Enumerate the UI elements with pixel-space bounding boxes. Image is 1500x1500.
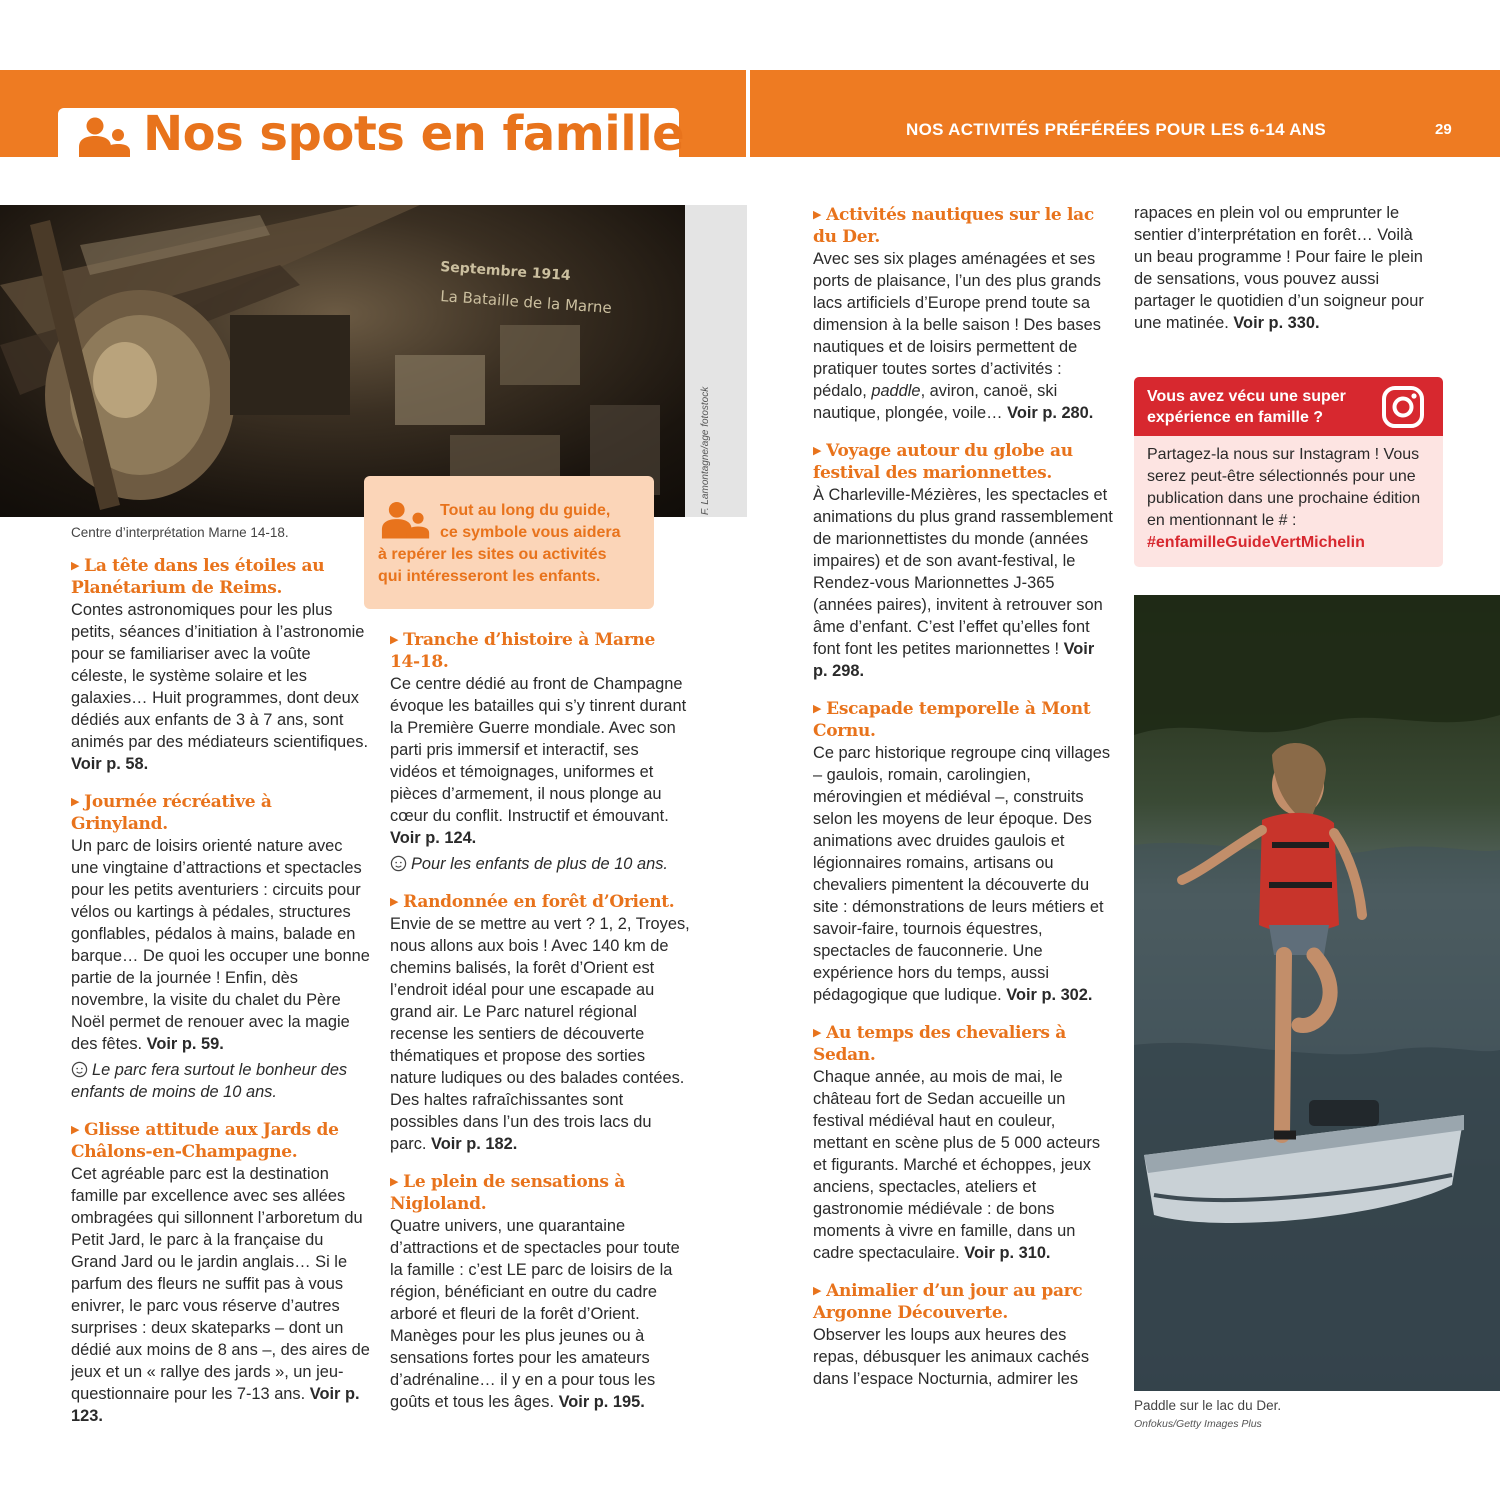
activity-entry	[390, 629, 690, 875]
instagram-callout	[1134, 377, 1443, 567]
activity-entry	[71, 555, 371, 775]
entry-title: Au temps des chevaliers à Sedan.	[813, 1023, 1066, 1065]
activity-entry	[390, 891, 690, 1155]
page-title: Nos spots en famille	[143, 106, 685, 162]
child-face-icon	[390, 855, 407, 872]
entry-body-continued: , aviron, canoë, ski nautique, plongée, voile…	[813, 382, 1058, 422]
section-subtitle: NOS ACTIVITÉS PRÉFÉRÉES POUR LES 6-14 ANS	[906, 120, 1327, 139]
entry-body: Envie de se mettre au vert ? 1, 2, Troyes, nous allons aux bois ! Avec 140 km de chemins balisés, la forêt d’Orient est l’endroit idéal pour une escapade au grand air. Le Parc naturel régional recense les sentiers de découverte thématiques et propose des sorties nature ludiques ou des balades contées. Des haltes rafraîchissantes sont possibles dans l’un des trois lacs du parc.	[390, 915, 690, 1153]
entry-title: La tête dans les étoiles au Planétarium de Reims.	[71, 556, 325, 598]
photo-credit-strip	[685, 205, 747, 517]
page-reference: Voir p. 195.	[558, 1393, 645, 1411]
arrow-icon: ▶	[71, 559, 80, 572]
page-reference: Voir p. 310.	[964, 1244, 1051, 1262]
entry-heading	[813, 440, 1113, 484]
paddle-photo-credit: Onfokus/Getty Images Plus	[1134, 1418, 1262, 1430]
symbol-text-line: ce symbole vous aidera	[440, 524, 621, 541]
arrow-icon: ▶	[390, 633, 399, 646]
paddle-photo-scene	[1134, 595, 1500, 1391]
arrow-icon: ▶	[390, 1175, 399, 1188]
instagram-callout-header	[1134, 377, 1443, 436]
column-4	[1134, 202, 1434, 334]
entry-title: Activités nautiques sur le lac du Der.	[813, 205, 1094, 247]
entry-body: Quatre univers, une quarantaine d’attractions et de spectacles pour toute la famille : c’est LE parc de loisirs de la région, bénéficiant en outre du cadre arboré et fleuri de la forêt d’Orient. Manèges pour les plus jeunes ou à sensations fortes pour les amateurs d’adrénaline… il y en a pour tous les goûts et tous les âges.	[390, 1217, 680, 1411]
age-note	[390, 853, 690, 875]
museum-wall-text-2: La Bataille de la Marne	[439, 287, 613, 317]
entry-heading	[71, 791, 371, 835]
activity-entry	[813, 204, 1113, 424]
symbol-text-line: qui intéresseront les enfants.	[378, 568, 601, 585]
museum-photo	[0, 205, 747, 517]
paddle-photo	[1134, 595, 1500, 1391]
symbol-text-line: à repérer les sites ou activités	[378, 546, 607, 563]
entry-title: Glisse attitude aux Jards de Châlons-en-Champagne.	[71, 1120, 339, 1162]
entry-heading	[813, 204, 1113, 248]
arrow-icon: ▶	[813, 444, 822, 457]
entry-body: Ce centre dédié au front de Champagne évoque les batailles qui s’y tinrent durant la Première Guerre mondiale. Avec son parti pris immersif et interactif, ses vidéos et témoignages, uniformes et pièces d’armement, il nous plonge au cœur du conflit. Instructif et émouvant.	[390, 675, 687, 825]
entry-title: Le plein de sensations à Nigloland.	[390, 1172, 626, 1214]
entry-body: Un parc de loisirs orienté nature avec une vingtaine d’attractions et spectacles pour les petits aventuriers : circuits pour vélos ou kartings à pédales, structures gonflables, pédalos à mains, balade en barque… De quoi les occuper une bonne partie de la journée ! Enfin, dès novembre, la visite du chalet du Père Noël permet de renouer avec la magie des fêtes.	[71, 837, 370, 1053]
instagram-callout-body	[1147, 444, 1439, 554]
page-reference: Voir p. 182.	[431, 1135, 518, 1153]
note-text: Le parc fera surtout le bonheur des enfants de moins de 10 ans.	[71, 1061, 348, 1101]
entry-heading	[390, 891, 690, 913]
museum-photo-scene	[0, 205, 747, 517]
entry-heading	[390, 1171, 690, 1215]
activity-entry	[813, 1280, 1113, 1390]
family-icon	[78, 116, 132, 158]
arrow-icon: ▶	[813, 702, 822, 715]
page-reference: Voir p. 330.	[1233, 314, 1320, 332]
entry-title: Journée récréative à Grinyland.	[71, 792, 272, 834]
age-note	[71, 1059, 371, 1103]
museum-photo-caption: Centre d’interprétation Marne 14-18.	[71, 525, 289, 540]
note-text: Pour les enfants de plus de 10 ans.	[411, 855, 668, 873]
entry-heading	[813, 1280, 1113, 1324]
instagram-icon	[1380, 384, 1426, 430]
child-face-icon	[71, 1061, 88, 1078]
page-reference: Voir p. 59.	[146, 1035, 224, 1053]
entry-body: Observer les loups aux heures des repas, débusquer les animaux cachés dans l’espace Nocturnia, admirer les	[813, 1326, 1090, 1388]
entry-heading	[71, 1119, 371, 1163]
entry-title: Escapade temporelle à Mont Cornu.	[813, 699, 1091, 741]
arrow-icon: ▶	[71, 795, 80, 808]
header-band-right	[750, 70, 1500, 157]
column-1	[71, 555, 371, 1443]
arrow-icon: ▶	[813, 1026, 822, 1039]
page-reference: Voir p. 123.	[71, 1385, 360, 1425]
entry-title: Tranche d’histoire à Marne 14-18.	[390, 630, 655, 672]
symbol-explanation-text	[378, 500, 648, 588]
entry-body: Cet agréable parc est la destination famille par excellence avec ses allées ombragées qui sillonnent l’arboretum du Petit Jard, le parc à la française du Grand Jard ou le jardin anglais… Si le parfum des fleurs ne suffit pas à vous enivrer, le parc vous réserve d’autres surprises : deux skateparks – dont un dédié aux moins de 8 ans –, des aires de jeux et un « rallye des jards », un jeu-questionnaire pour les 7-13 ans.	[71, 1165, 370, 1403]
page-reference: Voir p. 298.	[813, 640, 1095, 680]
symbol-text-line: Tout au long du guide,	[440, 502, 611, 519]
arrow-icon: ▶	[813, 208, 822, 221]
page-number: 29	[1435, 121, 1452, 138]
paddle-photo-caption: Paddle sur le lac du Der.	[1134, 1398, 1282, 1413]
arrow-icon: ▶	[390, 895, 399, 908]
instagram-callout-title: Vous avez vécu une super expérience en famille ?	[1147, 388, 1346, 426]
entry-heading	[813, 698, 1113, 742]
instagram-hashtag: #enfamilleGuideVertMichelin	[1147, 534, 1365, 551]
page-reference: Voir p. 280.	[1007, 404, 1094, 422]
activity-entry	[813, 440, 1113, 682]
museum-photo-credit: F. Lamontagne/age fotostock	[700, 386, 711, 515]
entry-title: Randonnée en forêt d’Orient.	[403, 892, 675, 912]
page-reference: Voir p. 302.	[1006, 986, 1093, 1004]
entry-body: Contes astronomiques pour les plus petits, séances d’initiation à l’astronomie pour se familiariser avec la voûte céleste, le système solaire et les galaxies… Huit programmes, dont deux dédiés aux enfants de 3 à 7 ans, sont animés par des médiateurs scientifiques.	[71, 601, 369, 751]
entry-title: Voyage autour du globe au festival des marionnettes.	[813, 441, 1073, 483]
column-3	[813, 204, 1113, 1406]
entry-heading	[813, 1022, 1113, 1066]
arrow-icon: ▶	[813, 1284, 822, 1297]
activity-entry	[390, 1171, 690, 1413]
arrow-icon: ▶	[71, 1123, 80, 1136]
entry-body: À Charleville-Mézières, les spectacles et animations du plus grand rassemblement de marionnettistes du monde (années impaires) et de son avant-festival, le Rendez-vous Marionnettes J-365 (années paires), invitent à retrouver son âme d’enfant. C’est l’effet qu’elles font font font les petites marionnettes !	[813, 486, 1113, 658]
column-2	[390, 629, 690, 1429]
entry-heading	[71, 555, 371, 599]
entry-body-emphasis: paddle	[871, 382, 921, 400]
instagram-body-text: Partagez-la nous sur Instagram ! Vous serez peut-être sélectionnés pour une publication dans une prochaine édition en mentionnant le # :	[1147, 446, 1421, 529]
activity-entry	[71, 791, 371, 1103]
entry-body: Chaque année, au mois de mai, le château fort de Sedan accueille un festival médiéval haut en couleur, mettant en scène plus de 5 000 acteurs et figurants. Marché et échoppes, jeux anciens, spectacles, ateliers et gastronomie médiévale : de bons moments à vivre en famille, dans un cadre spectaculaire.	[813, 1068, 1101, 1262]
activity-entry	[813, 1022, 1113, 1264]
entry-heading	[390, 629, 690, 673]
page-reference: Voir p. 124.	[390, 829, 477, 847]
entry-title: Animalier d’un jour au parc Argonne Découverte.	[813, 1281, 1083, 1323]
activity-entry	[71, 1119, 371, 1427]
activity-entry	[813, 698, 1113, 1006]
page-gutter	[746, 70, 750, 157]
entry-body-continued: rapaces en plein vol ou emprunter le sentier d’interprétation en forêt… Voilà un beau programme ! Pour faire le plein de sensations, vous pouvez aussi partager le quotidien d’un soigneur pour une matinée.	[1134, 204, 1424, 332]
museum-wall-text-1: Septembre 1914	[439, 259, 572, 285]
page-reference: Voir p. 58.	[71, 755, 149, 773]
entry-body: Ce parc historique regroupe cinq villages – gaulois, romain, carolingien, mérovingien et médiéval –, construits selon les moyens de leur époque. Des animations avec druides gaulois et légionnaires romains, artisans ou chevaliers pimentent la découverte du site : démonstrations de leurs métiers et savoir-faire, tournois équestres, spectacles de fauconnerie. Une expérience hors du temps, aussi pédagogique que ludique.	[813, 744, 1111, 1004]
entry-body: Avec ses six plages aménagées et ses ports de plaisance, l’un des plus grands lacs artificiels d’Europe prend toute sa dimension à la belle saison ! Des bases nautiques et de loisirs permettent de pratiquer toutes sortes d’activités : pédalo,	[813, 250, 1101, 400]
